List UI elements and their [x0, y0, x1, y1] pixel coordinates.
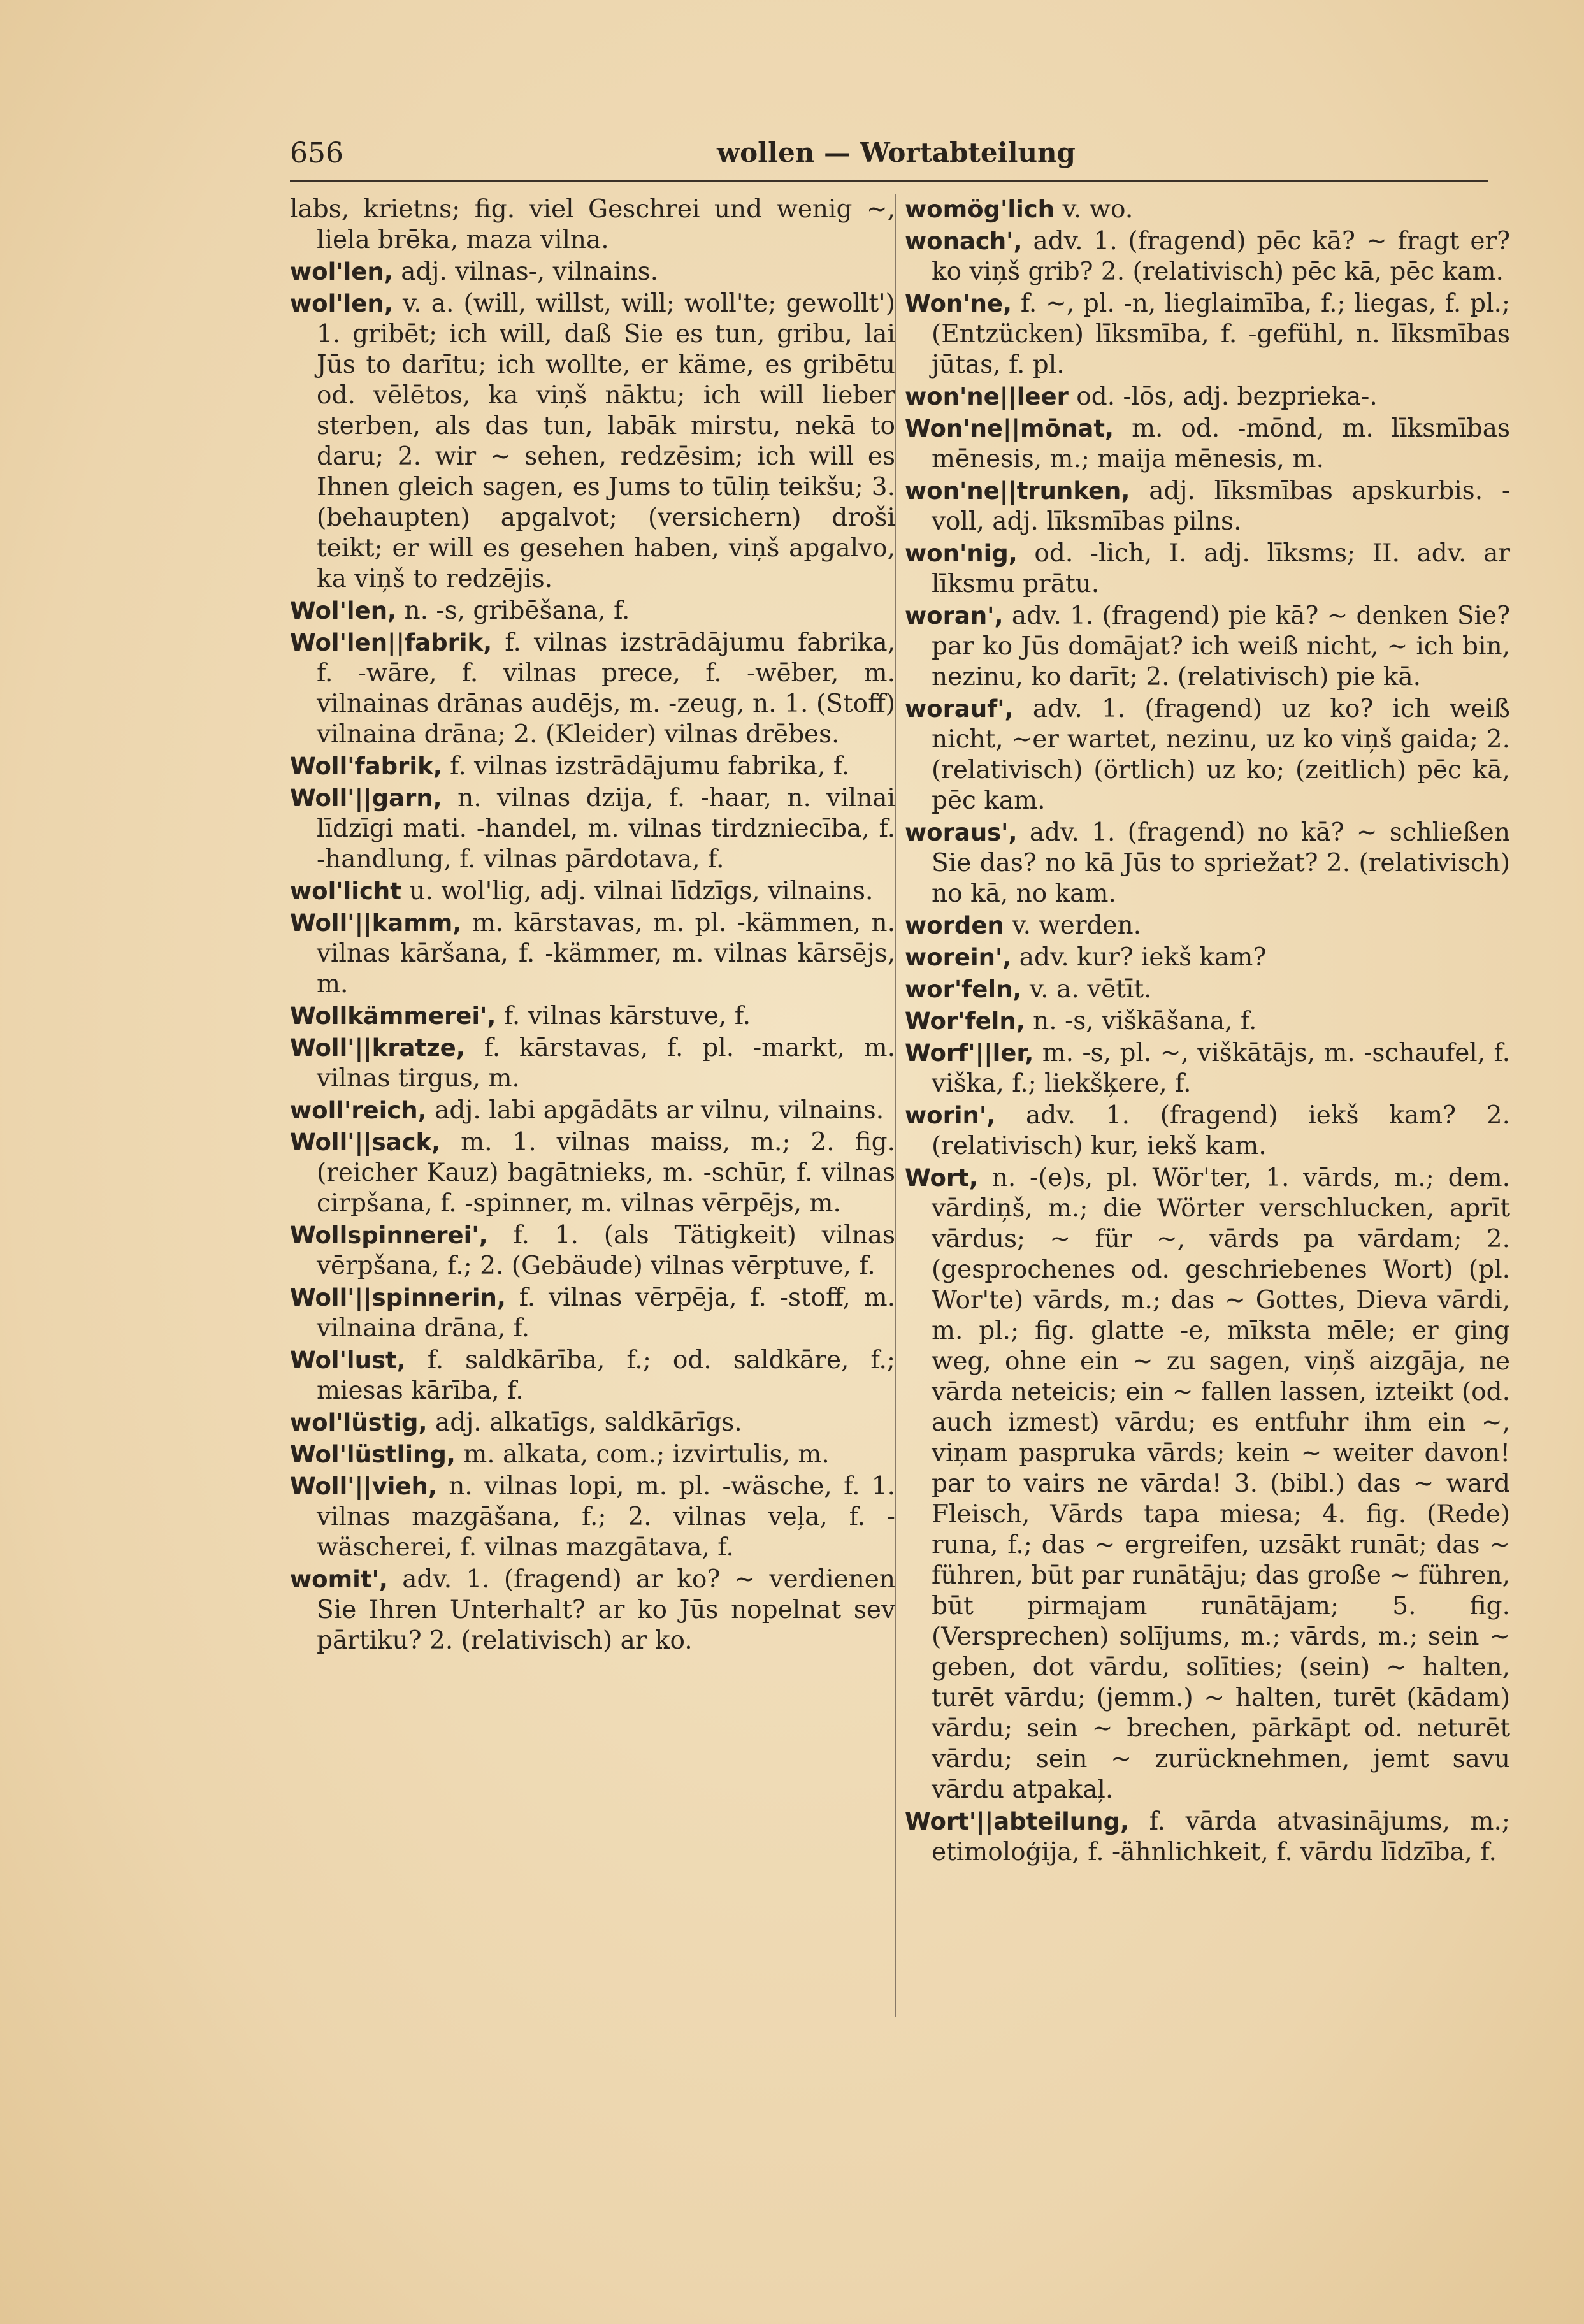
dictionary-entry [290, 194, 895, 256]
page-header [290, 137, 1488, 182]
dictionary-entry [290, 1220, 895, 1281]
entry-headword: won'ne||leer [905, 383, 1069, 410]
dictionary-entry [905, 382, 1510, 412]
running-head: wollen — Wortabteilung [717, 137, 1076, 168]
column-separator [895, 194, 896, 2017]
entry-headword: Wol'len, [290, 597, 397, 624]
entry-text: adv. 1. (fragend) no kā? ~ schließen Sie das? no kā Jūs to spriežat? 2. (relativisch) no kā, no kam. [932, 818, 1510, 908]
header-rule [290, 180, 1488, 182]
entry-headword: Woll'||kratze, [290, 1034, 465, 1062]
dictionary-entry [905, 538, 1510, 600]
dictionary-entry [290, 1471, 895, 1563]
dictionary-entry [290, 289, 895, 595]
entry-headword: won'ne||trunken, [905, 477, 1130, 505]
entry-text: m. od. -mōnd, m. līksmības mēnesis, m.; maija mēnesis, m. [932, 414, 1510, 473]
entry-headword: Wort, [905, 1164, 978, 1192]
entry-headword: wor'feln, [905, 976, 1022, 1003]
entry-text: m. alkata, com.; izvirtulis, m. [463, 1440, 830, 1469]
left-column [290, 194, 895, 1657]
dictionary-entry [290, 257, 895, 287]
dictionary-entry [905, 414, 1510, 475]
entry-headword: Wollspinnerei', [290, 1222, 488, 1249]
entry-text: m. -s, pl. ~, viškātājs, m. -schaufel, f. viška, f.; liekšķere, f. [932, 1039, 1510, 1098]
entry-headword: wol'lüstig, [290, 1409, 428, 1436]
entry-headword: worauf', [905, 695, 1014, 723]
dictionary-entry [905, 942, 1510, 973]
entry-text: v. a. (will, willst, will; woll'te; gewollt') 1. gribēt; ich will, daß Sie es tun, gribu, lai Jūs to darītu; ich wollte, er käme, es gribētu od. vēlētos, ka viņš nāktu; ich will lieber sterben, als das tun, labāk mirstu, nekā to daru; 2. wir ~ sehen, redzēsim; ich will es Ihnen gleich sagen, es Jums to tūliņ teikšu; 3. (behaupten) apgalvot; (versichern) droši teikt; er will es gesehen haben, viņš apgalvo, ka viņš to redzējis. [317, 289, 895, 593]
dictionary-entry [290, 751, 895, 782]
entry-text: u. wol'lig, adj. vilnai līdzīgs, vilnains. [409, 877, 874, 906]
entry-headword: Wor'feln, [905, 1007, 1025, 1035]
dictionary-entry [905, 476, 1510, 537]
entry-headword: worin', [905, 1102, 996, 1129]
entry-headword: womit', [290, 1566, 388, 1593]
entry-text: od. -lich, I. adj. līksms; II. adv. ar līksmu prātu. [932, 539, 1510, 598]
entry-headword: Wollkämmerei', [290, 1002, 496, 1030]
dictionary-entry [290, 596, 895, 626]
dictionary-entry [290, 1095, 895, 1126]
entry-headword: Woll'fabrik, [290, 753, 442, 780]
dictionary-entry [905, 1101, 1510, 1162]
dictionary-entry [290, 628, 895, 750]
entry-text: f. vilnas izstrādājumu fabrika, f. -wāre, f. vilnas prece, f. -wēber, m. vilnainas drānas audējs, m. -zeug, n. 1. (Stoff) vilnaina drāna; 2. (Kleider) vilnas drēbes. [317, 628, 895, 749]
entry-text: n. -(e)s, pl. Wör'ter, 1. vārds, m.; dem. vārdiņš, m.; die Wörter verschlucken, aprīt vārdus; ~ für ~, vārds pa vārdam; 2. (gesprochenes od. geschriebenes Wort) (pl. Wor'te) vārds, m.; das ~ Gottes, Dieva vārdi, m. pl.; fig. glatte -e, mīksta mēle; er ging weg, ohne ein ~ zu sagen, viņš aizgāja, ne vārda neteicis; ein ~ fallen lassen, izteikt (od. auch izmest) vārdu; es entfuhr ihm ein ~, viņam paspruka vārds; kein ~ weiter davon! par to vairs ne vārda! 3. (bibl.) das ~ ward Fleisch, Vārds tapa miesa; 4. fig. (Rede) runa, f.; das ~ ergreifen, uzsākt runāt; das ~ führen, būt par runātāju; das große ~ führen, būt pirmajam runātājam; 5. fig. (Versprechen) solījums, m.; vārds, m.; sein ~ geben, dot vārdu, solīties; (sein) ~ halten, turēt vārdu; (jemm.) ~ halten, turēt (kādam) vārdu; sein ~ brechen, pārkāpt od. neturēt vārdu; sein ~ zurücknehmen, jemt savu vārdu atpakaļ. [932, 1164, 1510, 1804]
dictionary-entry [905, 1006, 1510, 1037]
entry-text: n. -s, gribēšana, f. [404, 596, 630, 625]
entry-headword: wol'len, [290, 258, 393, 285]
entry-text: f. vilnas vērpēja, f. -stoff, m. vilnaina drāna, f. [317, 1283, 895, 1343]
entry-headword: womög'lich [905, 196, 1055, 223]
entry-headword: Woll'||garn, [290, 784, 442, 812]
entry-text: v. werden. [1012, 911, 1142, 940]
dictionary-entry [290, 1127, 895, 1219]
entry-text: v. wo. [1062, 195, 1134, 224]
entry-text: n. -s, viškāšana, f. [1033, 1007, 1257, 1036]
dictionary-entry [290, 1033, 895, 1094]
entry-headword: Won'ne||mōnat, [905, 415, 1114, 442]
entry-text: f. saldkārība, f.; od. saldkāre, f.; miesas kārība, f. [317, 1346, 895, 1405]
dictionary-entry [290, 908, 895, 1000]
entry-headword: wol'licht [290, 877, 401, 905]
entry-text: adv. 1. (fragend) pie kā? ~ denken Sie? par ko Jūs domājat? ich weiß nicht, ~ ich bin, nezinu, ko darīt; 2. (relativisch) pie kā. [932, 602, 1510, 691]
dictionary-entry [905, 1807, 1510, 1868]
dictionary-entry [905, 601, 1510, 693]
entry-text: n. vilnas dzija, f. -haar, n. vilnai līdzīgi mati. -handel, m. vilnas tirdzniecība, f. -handlung, f. vilnas pārdotava, f. [317, 784, 895, 874]
entry-headword: Won'ne, [905, 290, 1012, 317]
entry-text: adv. 1. (fragend) ar ko? ~ verdienen Sie Ihren Unterhalt? ar ko Jūs nopelnat sev pārtiku? 2. (relativisch) ar ko. [317, 1565, 895, 1655]
entry-text: m. kārstavas, m. pl. -kämmen, n. vilnas kāršana, f. -kämmer, m. vilnas kārsējs, m. [317, 909, 895, 999]
entry-headword: won'nig, [905, 540, 1018, 567]
entry-headword: Wol'len||fabrik, [290, 629, 493, 656]
entry-text: f. vilnas kārstuve, f. [503, 1002, 751, 1030]
entry-text: adv. 1. (fragend) pēc kā? ~ fragt er? ko viņš grib? 2. (relativisch) pēc kā, pēc kam. [932, 227, 1510, 286]
entry-headword: woll'reich, [290, 1097, 427, 1124]
dictionary-entry [905, 1038, 1510, 1099]
dictionary-entry [290, 1408, 895, 1438]
dictionary-entry [905, 1163, 1510, 1805]
entry-headword: Wol'lust, [290, 1346, 406, 1374]
entry-headword: Woll'||kamm, [290, 909, 462, 937]
entry-text: m. 1. vilnas maiss, m.; 2. fig. (reicher Kauz) bagātnieks, m. -schūr, f. vilnas cirpšana, f. -spinner, m. vilnas vērpējs, m. [317, 1128, 895, 1218]
entry-headword: Woll'||sack, [290, 1129, 441, 1156]
dictionary-entry [290, 1345, 895, 1406]
entry-text: f. kārstavas, f. pl. -markt, m. vilnas tirgus, m. [317, 1034, 895, 1093]
dictionary-entry [905, 818, 1510, 909]
entry-headword: woran', [905, 602, 1004, 630]
entry-text: f. vilnas izstrādājumu fabrika, f. [450, 752, 850, 781]
dictionary-entry [290, 783, 895, 875]
entry-text: adv. 1. (fragend) iekš kam? 2. (relativisch) kur, iekš kam. [932, 1101, 1510, 1160]
entry-headword: Wort'||abteilung, [905, 1808, 1130, 1835]
entry-text: n. vilnas lopi, m. pl. -wäsche, f. 1. vilnas mazgāšana, f.; 2. vilnas veļa, f. -wäscherei, f. vilnas mazgātava, f. [317, 1472, 895, 1562]
entry-text: adv. 1. (fragend) uz ko? ich weiß nicht, ~er wartet, nezinu, uz ko viņš gaida; 2. (relativisch) (örtlich) uz ko; (zeitlich) pēc kā, pēc kam. [932, 695, 1510, 815]
dictionary-entry [290, 1440, 895, 1470]
dictionary-entry [290, 1001, 895, 1032]
entry-headword: wol'len, [290, 290, 393, 317]
entry-text: f. 1. (als Tätigkeit) vilnas vērpšana, f.; 2. (Gebäude) vilnas vērptuve, f. [317, 1221, 895, 1280]
entry-text: adj. alkatīgs, saldkārīgs. [435, 1408, 742, 1437]
entry-text: f. ~, pl. -n, lieglaimība, f.; liegas, f. pl.; (Entzücken) līksmība, f. -gefühl, n. līksmības jūtas, f. pl. [932, 289, 1510, 379]
entry-headword: Woll'||vieh, [290, 1473, 437, 1500]
dictionary-entry [290, 876, 895, 907]
entry-headword: wonach', [905, 227, 1023, 255]
entry-text: adj. līksmības apskurbis. -voll, adj. līksmības pilns. [932, 477, 1510, 536]
dictionary-entry [905, 289, 1510, 380]
dictionary-entry [905, 194, 1510, 225]
entry-text: labs, krietns; fig. viel Geschrei und wenig ~, liela brēka, maza vilna. [290, 195, 895, 254]
dictionary-entry [905, 694, 1510, 816]
right-column [905, 194, 1510, 1869]
dictionary-entry [905, 226, 1510, 287]
entry-text: adv. kur? iekš kam? [1019, 943, 1267, 972]
page-number: 656 [290, 137, 343, 170]
entry-headword: woraus', [905, 819, 1018, 846]
dictionary-entry [905, 911, 1510, 941]
entry-headword: Wol'lüstling, [290, 1441, 456, 1468]
entry-headword: worden [905, 912, 1004, 939]
entry-text: od. -lōs, adj. bezprieka-. [1076, 382, 1378, 411]
dictionary-entry [905, 974, 1510, 1005]
entry-text: adj. labi apgādāts ar vilnu, vilnains. [435, 1096, 884, 1125]
entry-text: v. a. vētīt. [1029, 975, 1152, 1004]
entry-headword: Woll'||spinnerin, [290, 1284, 506, 1311]
entry-text: f. vārda atvasinājums, m.; etimoloģija, f. -ähnlichkeit, f. vārdu līdzība, f. [932, 1807, 1510, 1866]
entry-headword: Worf'||ler, [905, 1039, 1034, 1067]
entry-text: adj. vilnas-, vilnains. [401, 257, 658, 286]
dictionary-entry [290, 1283, 895, 1344]
dictionary-entry [290, 1564, 895, 1656]
entry-headword: worein', [905, 944, 1012, 971]
